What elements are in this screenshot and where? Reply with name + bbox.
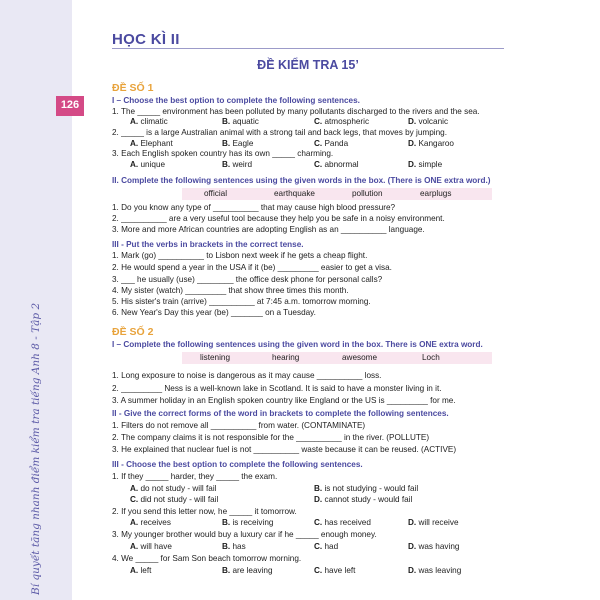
option: D. cannot study - would fail (314, 495, 413, 504)
option: A. do not study - will fail (130, 484, 217, 493)
word-box (182, 188, 492, 200)
question: 2. He would spend a year in the USA if it (be) _________ easier to get a visa. (112, 263, 392, 272)
question: 1. If they _____ harder, they _____ the exam. (112, 472, 278, 481)
word-box-item: pollution (352, 189, 383, 198)
question: 2. _________ Ness is a well-known lake in Scotland. It is said to have a monster living in it. (112, 384, 442, 393)
semester-heading: HỌC KÌ II (112, 31, 180, 48)
de1-s3-heading: III - Put the verbs in brackets in the correct tense. (112, 240, 304, 249)
option: B. weird (222, 160, 253, 169)
option: C. did not study - will fail (130, 495, 219, 504)
question: 1. Mark (go) __________ to Lisbon next week if he gets a cheap flight. (112, 251, 368, 260)
option: B. Eagle (222, 139, 254, 148)
word-box-item: earthquake (274, 189, 315, 198)
question: 3. A summer holiday in an English spoken country like England or the US is _________ for me. (112, 396, 456, 405)
option: D. Kangaroo (408, 139, 454, 148)
question: 2. _____ is a large Australian animal with a strong tail and back legs, that moves by jumping. (112, 128, 447, 137)
option: D. was having (408, 542, 460, 551)
option: C. has received (314, 518, 371, 527)
question: 3. He explained that nuclear fuel is not __________ waste because it can be reused. (ACTIVE) (112, 445, 457, 454)
question: 4. We _____ for Sam Son beach tomorrow morning. (112, 554, 302, 563)
de2-s3-heading: III - Choose the best option to complete the following sentences. (112, 460, 363, 469)
word-box-item: official (204, 189, 228, 198)
option: A. receives (130, 518, 171, 527)
option: A. Elephant (130, 139, 173, 148)
question: 3. Each English spoken country has its own _____ charming. (112, 149, 334, 158)
word-box-item: Loch (422, 353, 440, 362)
question: 4. My sister (watch) _________ that show three times this month. (112, 286, 349, 295)
question: 2. __________ are a very useful tool because they help you be safe in a noisy environment. (112, 214, 445, 223)
de2-s1-heading: I – Complete the following sentences using the given word in the box. There is ONE extra word. (112, 340, 483, 349)
option: D. will receive (408, 518, 459, 527)
question: 3. My younger brother would buy a luxury car if he _____ enough money. (112, 530, 377, 539)
option: A. unique (130, 160, 166, 169)
option: C. Panda (314, 139, 349, 148)
question: 1. The _____ environment has been polluted by many pollutants discharged to the rivers and the sea. (112, 107, 480, 116)
word-box (182, 352, 492, 364)
de2-title: ĐỀ SỐ 2 (112, 326, 154, 338)
heading-divider (112, 48, 504, 49)
word-box-item: listening (200, 353, 231, 362)
option: B. has (222, 542, 246, 551)
option: C. abnormal (314, 160, 359, 169)
option: D. was leaving (408, 566, 462, 575)
book-title: Bí quyết tăng nhanh điểm kiểm tra tiếng Anh 8 - Tập 2 (30, 302, 42, 595)
option: D. simple (408, 160, 443, 169)
question: 1. Long exposure to noise is dangerous as it may cause __________ loss. (112, 371, 382, 380)
question: 1. Filters do not remove all __________ from water. (CONTAMINATE) (112, 421, 366, 430)
question: 1. Do you know any type of __________ that may cause high blood pressure? (112, 203, 396, 212)
de1-title: ĐỀ SỐ 1 (112, 82, 154, 94)
option: B. is receiving (222, 518, 274, 527)
de2-s2-heading: II - Give the correct forms of the word in brackets to complete the following sentences. (112, 409, 449, 418)
question: 5. His sister's train (arrive) __________ at 7:45 a.m. tomorrow morning. (112, 297, 371, 306)
de1-s1-heading: I – Choose the best option to complete the following sentences. (112, 96, 360, 105)
option: C. had (314, 542, 339, 551)
option: B. aquatic (222, 117, 259, 126)
word-box-item: hearing (272, 353, 300, 362)
page-number: 126 (60, 99, 80, 111)
option: C. have left (314, 566, 356, 575)
option: B. is not studying - would fail (314, 484, 419, 493)
question: 3. More and more African countries are adopting English as an __________ language. (112, 225, 425, 234)
word-box-item: awesome (342, 353, 378, 362)
option: A. will have (130, 542, 172, 551)
option: C. atmospheric (314, 117, 370, 126)
test-title: ĐỀ KIỂM TRA 15’ (257, 58, 359, 72)
option: A. left (130, 566, 152, 575)
de1-s2-heading: II. Complete the following sentences using the given words in the box. (There is ONE extra word.) (112, 176, 491, 185)
question: 2. The company claims it is not responsible for the __________ in the river. (POLLUTE) (112, 433, 430, 442)
word-box-item: earplugs (420, 189, 452, 198)
question: 3. ___ he usually (use) ________ the office desk phone for personal calls? (112, 275, 383, 284)
option: A. climatic (130, 117, 168, 126)
option: D. volcanic (408, 117, 449, 126)
option: B. are leaving (222, 566, 273, 575)
question: 2. If you send this letter now, he _____ it tomorrow. (112, 507, 297, 516)
question: 6. New Year's Day this year (be) _______ on a Tuesday. (112, 308, 316, 317)
